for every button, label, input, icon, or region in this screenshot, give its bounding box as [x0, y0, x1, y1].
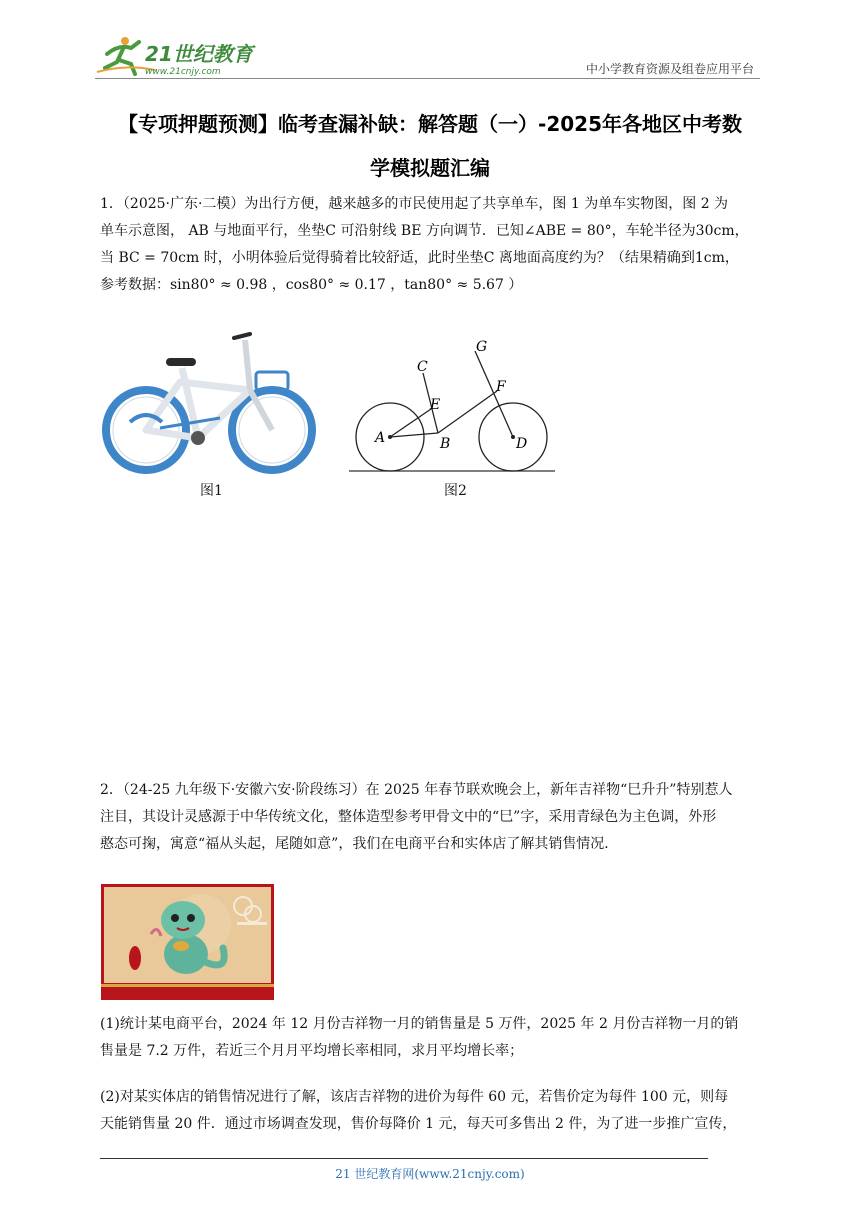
header-slogan: 中小学教育资源及组卷应用平台: [585, 62, 754, 76]
q1-line: 1．（2025·广东·二模）为出行方便，越来越多的市民使用起了共享单车，图 1 为单车实物图，图 2 为: [100, 196, 729, 212]
label-C: C: [417, 359, 428, 375]
footer-link[interactable]: 21 世纪教育网(www.21cnjy.com): [335, 1167, 525, 1181]
page-header: [95, 30, 760, 80]
label-G: G: [476, 339, 488, 355]
question-1-text: [100, 191, 766, 299]
page-title-line2: 学模拟题汇编: [370, 156, 490, 180]
q2-sub1-line: (1)统计某电商平台，2024 年 12 月份吉祥物一月的销售量是 5 万件，2025 年 2 月份吉祥物一月的销: [100, 1016, 739, 1032]
q2-sub1-line: 售量是 7.2 万件，若近三个月月平均增长率相同，求月平均增长率；: [100, 1043, 524, 1059]
q2-line: 注目，其设计灵感源于中华传统文化，整体造型参考甲骨文中的“巳”字，采用青绿色为主色调，外形: [100, 809, 717, 825]
footer-divider: [100, 1158, 708, 1159]
q2-line: 憨态可掬，寓意“福从头起，尾随如意”，我们在电商平台和实体店了解其销售情况．: [100, 836, 619, 852]
question-2-part-2: [100, 1084, 766, 1138]
brand-url: www.21cnjy.com: [145, 67, 221, 77]
bike-diagram: [345, 333, 560, 478]
label-E: E: [430, 397, 441, 413]
q1-line: 当 BC = 70cm 时，小明体验后觉得骑着比较舒适，此时坐垫C 离地面高度约为？（结果精确到1cm，: [100, 250, 739, 266]
figure-1-caption: 图1: [200, 483, 223, 499]
q2-sub2-line: 天能销售量 20 件．通过市场调查发现，售价每降价 1 元，每天可多售出 2 件，为了进一步推广宣传，: [100, 1116, 737, 1132]
q2-line: 2．（24-25 九年级下·安徽六安·阶段练习）在 2025 年春节联欢晚会上，新年吉祥物“巳升升”特别惹人: [100, 782, 733, 798]
bike-photo: [100, 330, 318, 475]
label-B: B: [440, 436, 451, 452]
mascot-poster: [101, 884, 274, 1000]
header-divider: [95, 78, 760, 79]
label-F: F: [496, 379, 506, 395]
q1-line: 单车示意图， AB 与地面平行，坐垫C 可沿射线 BE 方向调节．已知∠ABE = 80°，车轮半径为30cm，: [100, 223, 749, 239]
label-D: D: [516, 436, 528, 452]
question-2-text: [100, 777, 766, 858]
brand-name: 21世纪教育: [145, 42, 253, 66]
label-A: A: [375, 430, 386, 446]
brand-logo: [95, 34, 265, 78]
figure-2-caption: 图2: [444, 483, 467, 499]
question-2-part-1: [100, 1011, 766, 1065]
q2-sub2-line: (2)对某实体店的销售情况进行了解，该店吉祥物的进价为每件 60 元，若售价定为每件 100 元，则每: [100, 1089, 729, 1105]
page-title-line1: 【专项押题预测】临考查漏补缺：解答题（一）-2025年各地区中考数: [118, 112, 742, 136]
q1-line: 参考数据：sin80° ≈ 0.98 ，cos80° ≈ 0.17 ，tan80° ≈ 5.67 ）: [100, 277, 523, 293]
